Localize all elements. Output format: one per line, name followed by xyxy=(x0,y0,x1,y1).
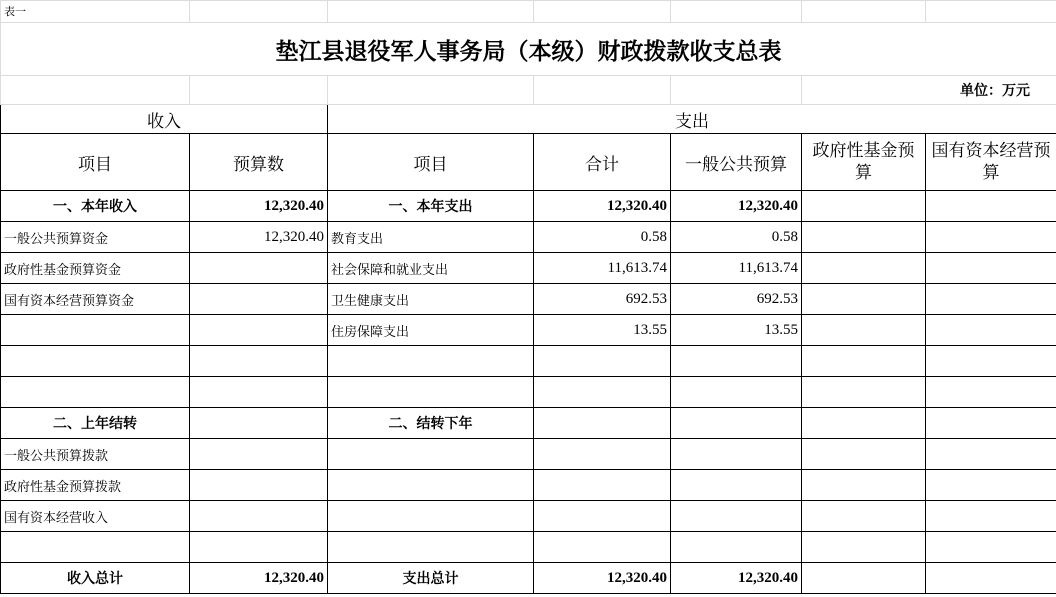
unit-label: 单位：万元 xyxy=(802,76,1056,105)
expense-section-label: 一、本年支出 xyxy=(328,191,534,222)
expense-total-value: 12,320.40 xyxy=(534,563,671,594)
table-row xyxy=(1,439,1056,470)
income-total-label: 收入总计 xyxy=(1,563,190,594)
expense-item-total: 0.58 xyxy=(534,222,671,253)
carryover-item-label: 国有资本经营收入 xyxy=(1,501,190,532)
income-item-value xyxy=(190,284,328,315)
table-row xyxy=(1,222,1056,253)
income-item-value xyxy=(190,253,328,284)
expense-item-general: 13.55 xyxy=(671,315,802,346)
expense-item-label: 卫生健康支出 xyxy=(328,284,534,315)
carryover-item-label: 一般公共预算拨款 xyxy=(1,439,190,470)
expense-item-label: 教育支出 xyxy=(328,222,534,253)
income-section2-label: 二、上年结转 xyxy=(1,408,190,439)
budget-amount-header: 预算数 xyxy=(190,134,328,191)
table-row xyxy=(1,470,1056,501)
expense-item-header: 项目 xyxy=(328,134,534,191)
table-row xyxy=(1,408,1056,439)
table-row xyxy=(1,501,1056,532)
expense-item-total: 13.55 xyxy=(534,315,671,346)
expense-item-label: 社会保障和就业支出 xyxy=(328,253,534,284)
general-budget-header: 一般公共预算 xyxy=(671,134,802,191)
expense-total-general: 12,320.40 xyxy=(671,563,802,594)
income-item-label: 国有资本经营预算资金 xyxy=(1,284,190,315)
table-row xyxy=(1,532,1056,563)
income-item-value: 12,320.40 xyxy=(190,222,328,253)
table-row xyxy=(1,315,1056,346)
title-row xyxy=(1,23,1056,76)
state-capital-header: 国有资本经营预算 xyxy=(926,134,1056,191)
expense-header: 支出 xyxy=(328,105,1056,134)
totals-row xyxy=(1,563,1056,594)
expense-section-general: 12,320.40 xyxy=(671,191,802,222)
income-item-header: 项目 xyxy=(1,134,190,191)
expense-total-label: 支出总计 xyxy=(328,563,534,594)
column-header-row xyxy=(1,134,1056,191)
sheet-tag: 表一 xyxy=(1,1,190,23)
expense-item-general: 11,613.74 xyxy=(671,253,802,284)
carryover-item-label: 政府性基金预算拨款 xyxy=(1,470,190,501)
table-row xyxy=(1,253,1056,284)
expense-item-label: 住房保障支出 xyxy=(328,315,534,346)
expense-item-total: 11,613.74 xyxy=(534,253,671,284)
table-row xyxy=(1,191,1056,222)
gov-fund-header: 政府性基金预算 xyxy=(802,134,926,191)
expense-item-general: 0.58 xyxy=(671,222,802,253)
tag-row xyxy=(1,1,1056,23)
income-item-label: 一般公共预算资金 xyxy=(1,222,190,253)
expense-item-general: 692.53 xyxy=(671,284,802,315)
unit-row xyxy=(1,76,1056,105)
income-total-value: 12,320.40 xyxy=(190,563,328,594)
table-row xyxy=(1,284,1056,315)
table-row xyxy=(1,377,1056,408)
income-item-label: 政府性基金预算资金 xyxy=(1,253,190,284)
expense-section2-label: 二、结转下年 xyxy=(328,408,534,439)
expense-item-total: 692.53 xyxy=(534,284,671,315)
group-header-row xyxy=(1,105,1056,134)
total-header: 合计 xyxy=(534,134,671,191)
income-section-label: 一、本年收入 xyxy=(1,191,190,222)
page-title: 垫江县退役军人事务局（本级）财政拨款收支总表 xyxy=(1,23,1056,76)
income-header: 收入 xyxy=(1,105,328,134)
table-row xyxy=(1,346,1056,377)
expense-section-total: 12,320.40 xyxy=(534,191,671,222)
income-section-value: 12,320.40 xyxy=(190,191,328,222)
